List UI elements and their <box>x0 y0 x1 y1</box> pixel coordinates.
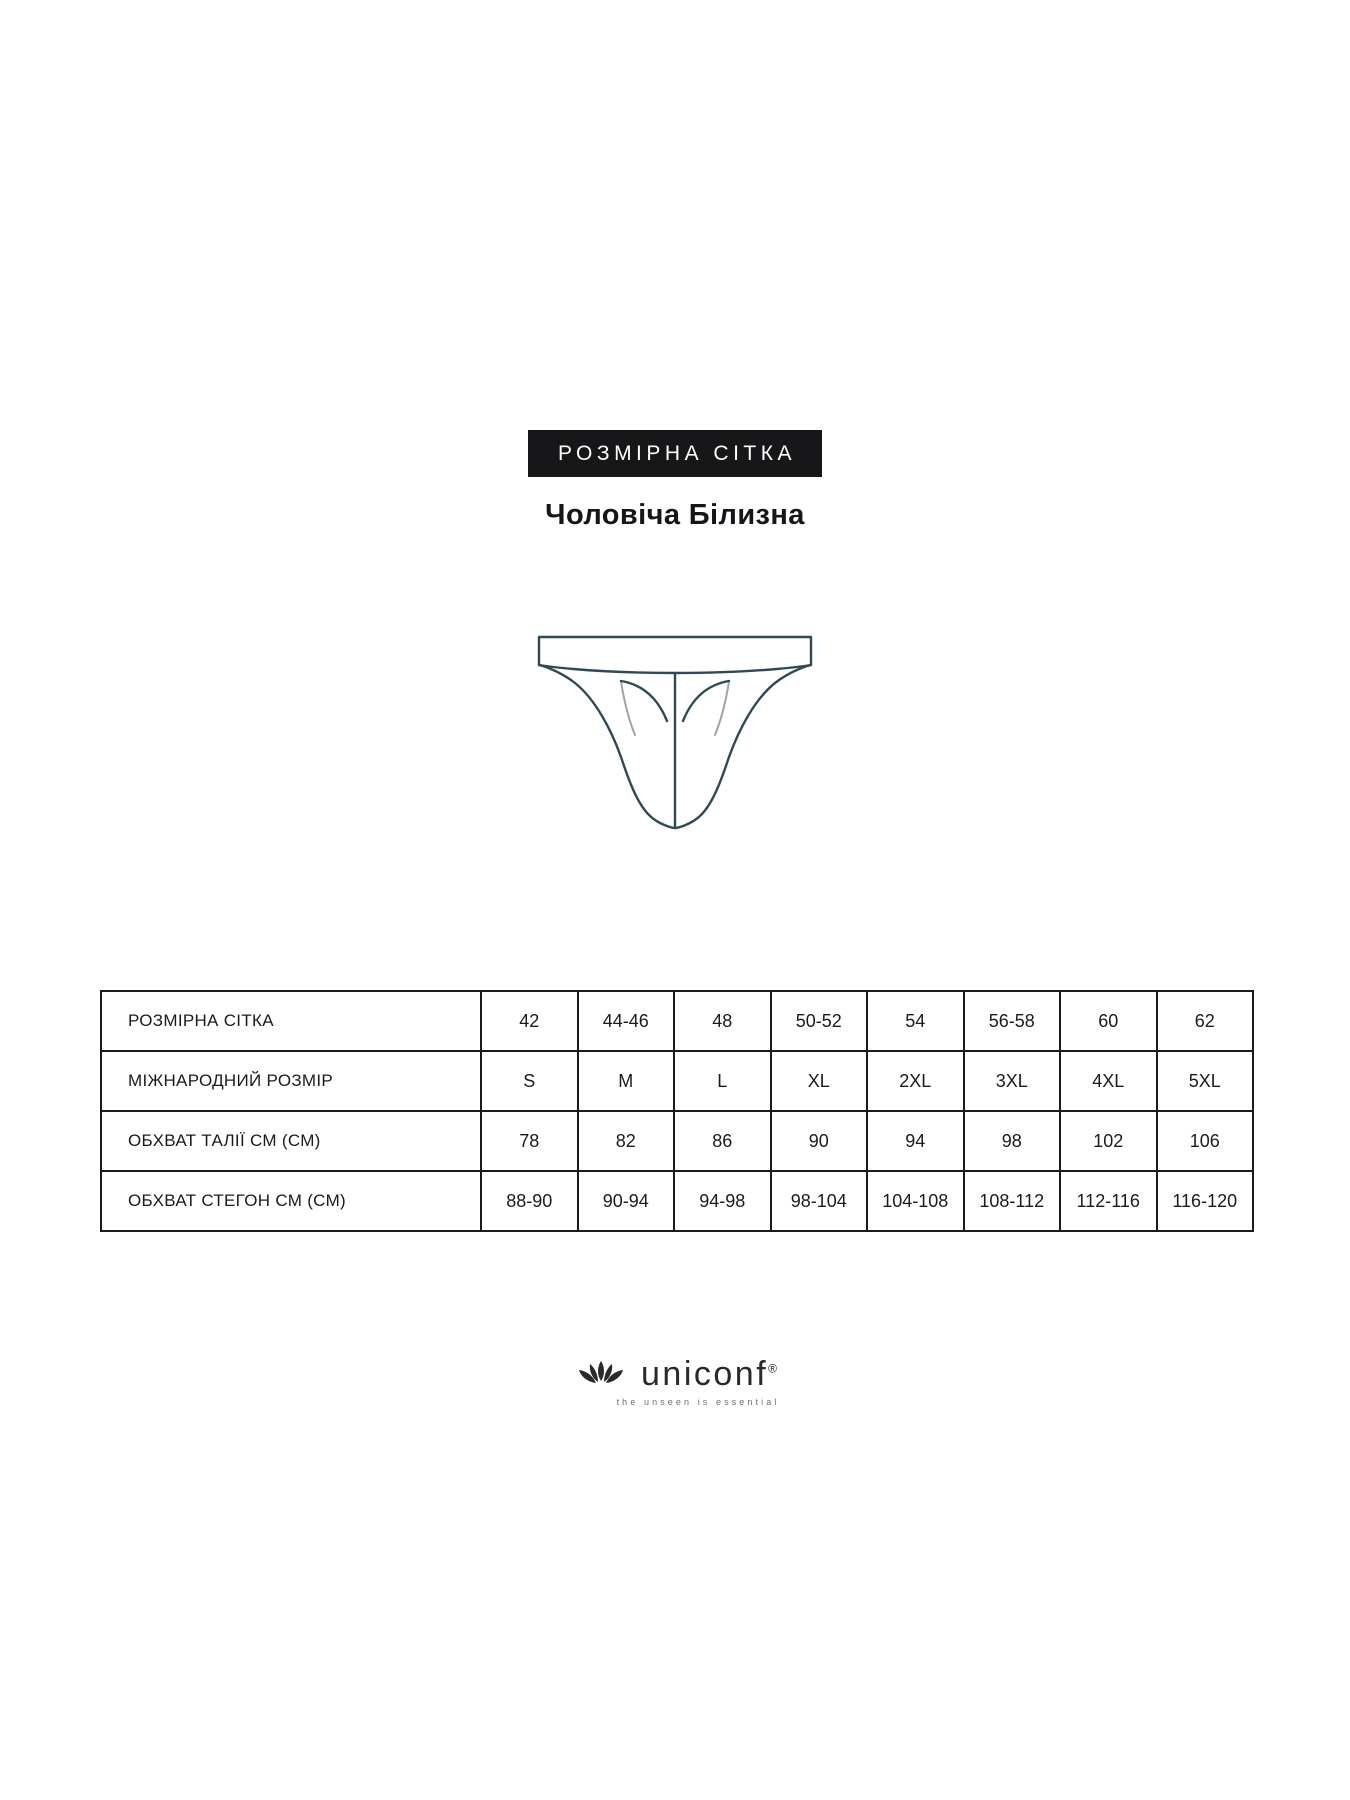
table-cell: 48 <box>674 991 771 1051</box>
registered-mark: ® <box>768 1361 777 1376</box>
briefs-svg <box>525 625 825 865</box>
table-cell: 98-104 <box>771 1171 868 1231</box>
table-cell: 60 <box>1060 991 1157 1051</box>
lotus-icon <box>573 1355 629 1394</box>
table-cell: 108-112 <box>964 1171 1061 1231</box>
table-row <box>101 991 1253 1051</box>
row-label: МІЖНАРОДНИЙ РОЗМІР <box>101 1051 481 1111</box>
brand-footer <box>0 1355 1350 1410</box>
table-cell: 90-94 <box>578 1171 675 1231</box>
table-cell: 3XL <box>964 1051 1061 1111</box>
table-cell: 94 <box>867 1111 964 1171</box>
table-cell: 106 <box>1157 1111 1254 1171</box>
mens-briefs-icon <box>525 625 825 865</box>
page-subtitle: Чоловіча Білизна <box>545 499 805 531</box>
table-cell: 54 <box>867 991 964 1051</box>
row-label: ОБХВАТ ТАЛІЇ СМ (СМ) <box>101 1111 481 1171</box>
table-cell: 88-90 <box>481 1171 578 1231</box>
header <box>0 430 1350 532</box>
table-cell: 94-98 <box>674 1171 771 1231</box>
table-cell: 112-116 <box>1060 1171 1157 1231</box>
table-cell: 102 <box>1060 1111 1157 1171</box>
table-cell: 5XL <box>1157 1051 1254 1111</box>
table-cell: 86 <box>674 1111 771 1171</box>
table-cell: 104-108 <box>867 1171 964 1231</box>
table-cell: M <box>578 1051 675 1111</box>
row-label: ОБХВАТ СТЕГОН СМ (СМ) <box>101 1171 481 1231</box>
table-cell: XL <box>771 1051 868 1111</box>
size-table-container <box>100 990 1252 1232</box>
page-title-badge: РОЗМІРНА СІТКА <box>528 430 822 477</box>
table-cell: 82 <box>578 1111 675 1171</box>
table-row <box>101 1171 1253 1231</box>
logo <box>571 1355 780 1407</box>
table-cell: 62 <box>1157 991 1254 1051</box>
table-cell: 56-58 <box>964 991 1061 1051</box>
table-cell: 116-120 <box>1157 1171 1254 1231</box>
table-cell: 78 <box>481 1111 578 1171</box>
table-cell: 50-52 <box>771 991 868 1051</box>
table-row <box>101 1051 1253 1111</box>
row-label: РОЗМІРНА СІТКА <box>101 991 481 1051</box>
table-cell: 2XL <box>867 1051 964 1111</box>
table-cell: 4XL <box>1060 1051 1157 1111</box>
table-cell: 90 <box>771 1111 868 1171</box>
brand-name: uniconf® <box>641 1355 777 1393</box>
table-cell: 98 <box>964 1111 1061 1171</box>
table-row <box>101 1111 1253 1171</box>
table-cell: S <box>481 1051 578 1111</box>
table-cell: 44-46 <box>578 991 675 1051</box>
size-table <box>100 990 1254 1232</box>
table-cell: 42 <box>481 991 578 1051</box>
brand-tagline: the unseen is essential <box>616 1397 780 1407</box>
table-cell: L <box>674 1051 771 1111</box>
